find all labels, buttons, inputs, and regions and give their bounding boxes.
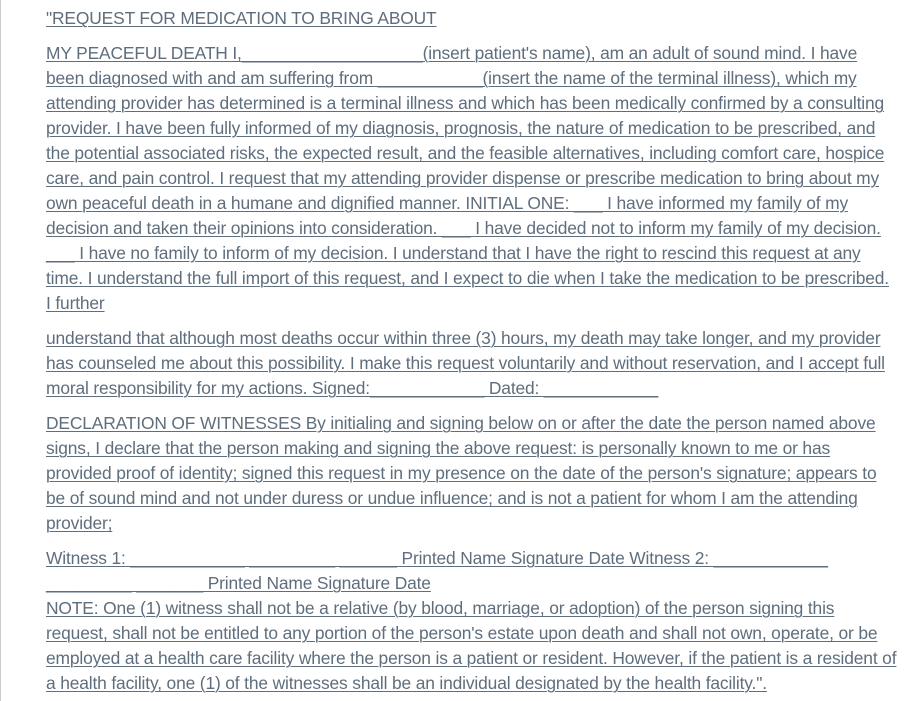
- acknowledgement-paragraph: understand that although most deaths occur within three (3) hours, my death may take longer, and my provider has counseled me about this possibility. I make this request voluntarily and without reservation, and I accept full moral responsibility for my actions. Signed:____________ Dated: ____________: [46, 328, 885, 398]
- note-paragraph: NOTE: One (1) witness shall not be a relative (by blood, marriage, or adoption) of the person signing this request, shall not be entitled to any portion of the person's estate upon death and shall not own, operate, or be employed at a health care facility where the person is a patient or resident. However, if the patient is a resident of a health facility, one (1) of the witnesses shall be an individual designated by the health facility.".: [46, 598, 897, 693]
- witness-signature-lines: Witness 1: ____________ _________ ______ Printed Name Signature Date Witness 2: ____________ _________ _______ Printed Name Signature Date: [46, 548, 828, 593]
- request-paragraph: MY PEACEFUL DEATH I,___________________(insert patient's name), am an adult of sound mind. I have been diagnosed with and am suffering from ___________(insert the name of the terminal illness), which my attending provider has determined is a terminal illness and which has been medically confirmed by a consulting provider. I have been fully informed of my diagnosis, prognosis, the nature of medication to be prescribed, and the potential associated risks, the expected result, and the feasible alternatives, including comfort care, hospice care, and pain control. I request that my attending provider dispense or prescribe medication to bring about my own peaceful death in a humane and dignified manner. INITIAL ONE: ___ I have informed my family of my decision and taken their opinions into consideration. ___ I have decided not to inform my family of my decision. ___ I have no family to inform of my decision. I understand that I have the right to rescind this request at any time. I understand the full import of this request, and I expect to die when I take the medication to be prescribed. I further: [46, 43, 889, 313]
- document-body: [46, 6, 898, 696]
- left-border-line: [0, 0, 1, 701]
- witness-declaration-paragraph: DECLARATION OF WITNESSES By initialing and signing below on or after the date the person named above signs, I declare that the person making and signing the above request: is personally known to me or has provided proof of identity; signed this request in my presence on the date of the person's signature; appears to be of sound mind and not under duress or undue influence; and is not a patient for whom I am the attending provider;: [46, 413, 877, 533]
- document-title: "REQUEST FOR MEDICATION TO BRING ABOUT: [46, 8, 437, 28]
